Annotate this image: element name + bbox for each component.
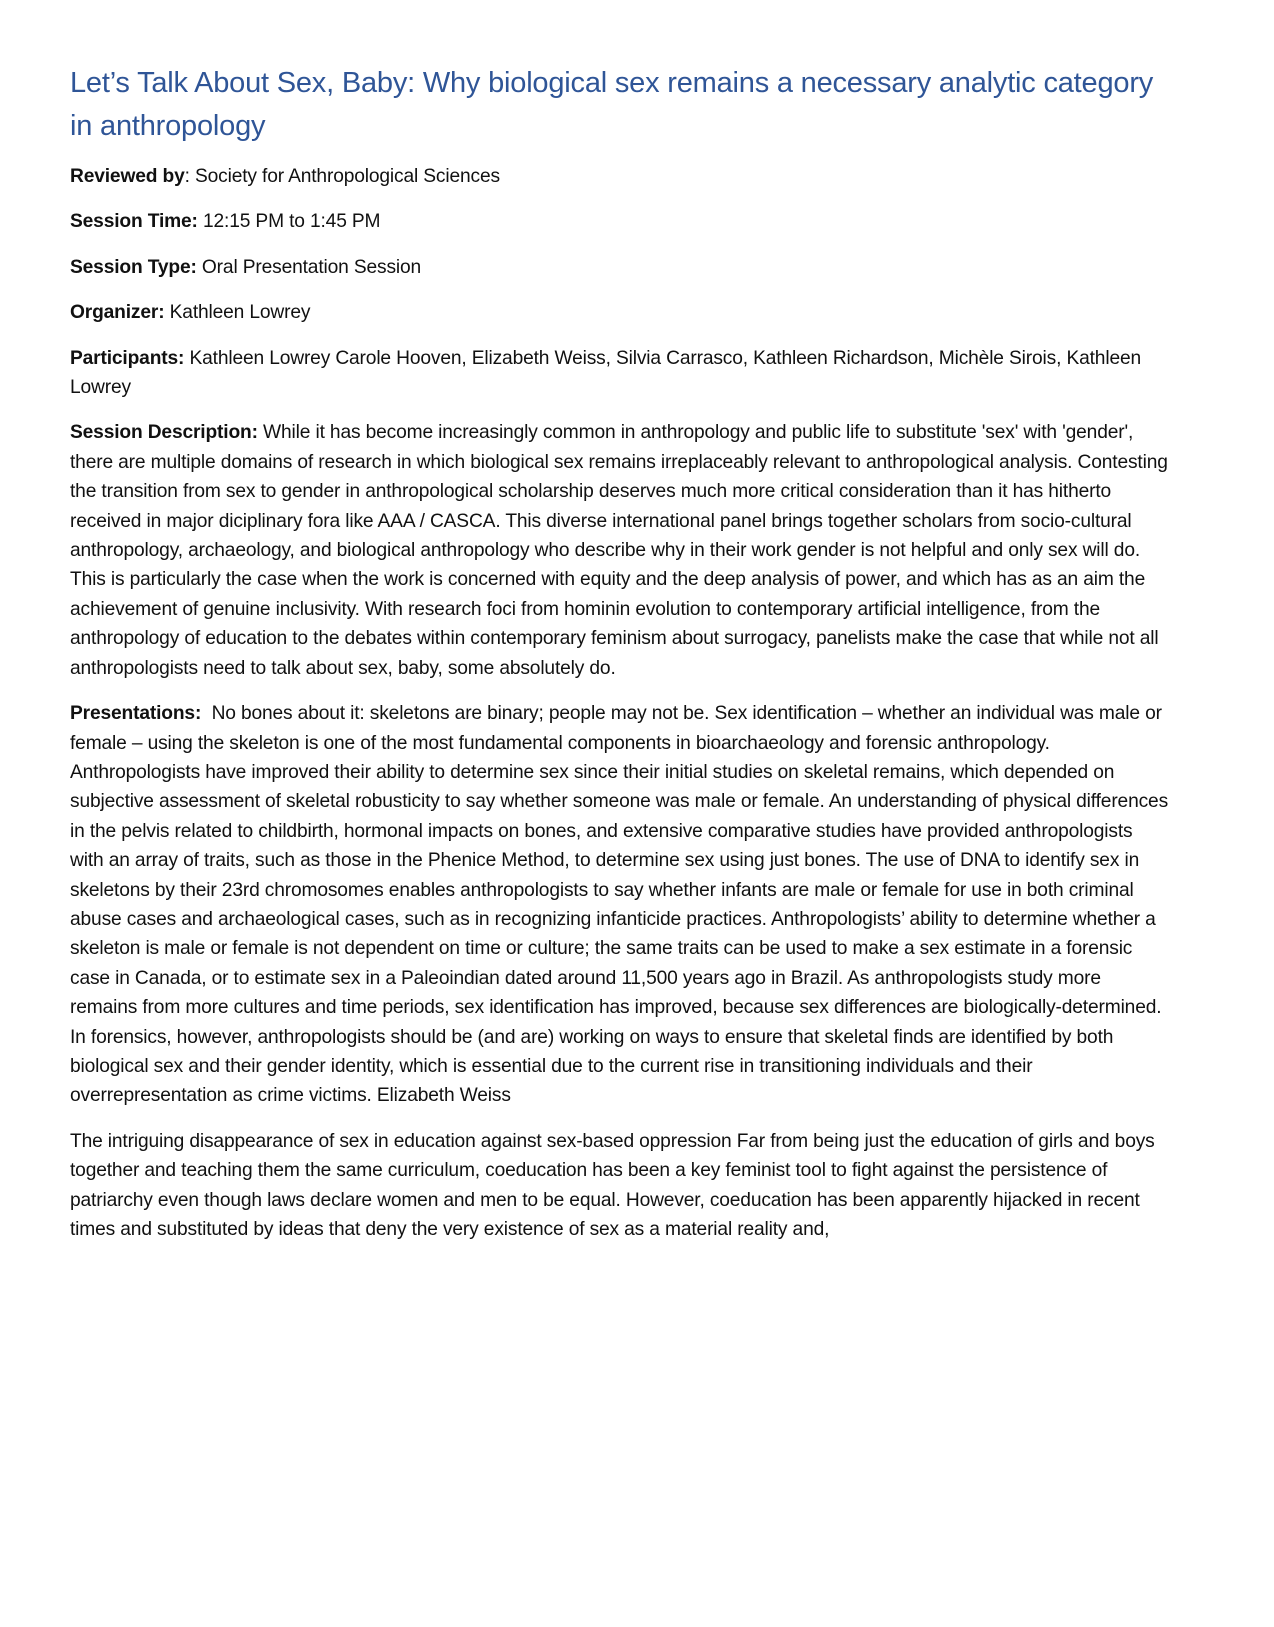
field-label: Organizer: <box>70 302 165 324</box>
session-title: Let’s Talk About Sex, Baby: Why biological sex remains a necessary analytic category in anthropology <box>70 67 1154 142</box>
field-presentations <box>70 699 1170 1111</box>
field-value: 12:15 PM to 1:45 PM <box>202 211 381 233</box>
field-organizer <box>70 298 1170 327</box>
field-label: Session Type: <box>70 256 197 278</box>
field-value: Kathleen Lowrey Carole Hooven, Elizabeth Weiss, Silvia Carrasco, Kathleen Richardson, Michèle Sirois, Kathleen Lowrey <box>70 347 1142 399</box>
field-value: Society for Anthropological Sciences <box>194 166 500 187</box>
field-label: Participants: <box>70 347 185 369</box>
document-page <box>70 62 1170 1260</box>
field-value: Oral Presentation Session <box>201 256 422 278</box>
field-session-type <box>70 253 1170 282</box>
field-session-time <box>70 207 1170 236</box>
field-value: While it has become increasingly common in anthropology and public life to substitute 'sex' with 'gender', there are multiple domains of research in which biological sex remains irreplaceably relevant to anthropological analysis. Contesting the transition from sex to gender in anthropological scholarship deserves much more critical consideration than it has hitherto received in major diciplinary fora like AAA / CASCA. This diverse international panel brings together scholars from socio-cultural anthropology, archaeology, and biological anthropology who describe why in their work gender is not helpful and only sex will do. This is particularly the case when the work is concerned with equity and the deep analysis of power, and which has as an aim the achievement of genuine inclusivity. With research foci from hominin evolution to contemporary artificial intelligence, from the anthropology of education to the debates within contemporary feminism about surrogacy, panelists make the case that while not all anthropologists need to talk about sex, baby, some absolutely do. <box>70 422 1168 679</box>
field-label: Reviewed by <box>70 166 185 187</box>
field-value: Kathleen Lowrey <box>169 302 311 324</box>
field-value: No bones about it: skeletons are binary; people may not be. Sex identification – whether an individual was male or female – using the skeleton is one of the most fundamental components in bioarchaeology and forensic anthropology. Anthropologists have improved their ability to determine sex since their initial studies on skeletal remains, which depended on subjective assessment of skeletal robusticity to say whether someone was male or female. An understanding of physical differences in the pelvis related to childbirth, hormonal impacts on bones, and extensive comparative studies have provided anthropologists with an array of traits, such as those in the Phenice Method, to determine sex using just bones. The use of DNA to identify sex in skeletons by their 23rd chromosomes enables anthropologists to say whether infants are male or female for use in both criminal abuse cases and archaeological cases, such as in recognizing infanticide practices. Anthropologists’ ability to determine whether a skeleton is male or female is not dependent on time or culture; the same traits can be used to make a sex estimate in a forensic case in Canada, or to estimate sex in a Paleoindian dated around 11,500 years ago in Brazil. As anthropologists study more remains from more cultures and time periods, sex identification has improved, because sex differences are biologically-determined. In forensics, however, anthropologists should be (and are) working on ways to ensure that skeletal finds are identified by both biological sex and their gender identity, which is essential due to the current rise in transitioning individuals and their overrepresentation as crime victims. Elizabeth Weiss <box>70 703 1169 1107</box>
field-label: Session Time: <box>70 211 198 233</box>
field-reviewed-by <box>70 162 1170 191</box>
field-separator: : <box>184 166 195 187</box>
field-session-description <box>70 418 1170 683</box>
field-participants <box>70 344 1170 403</box>
field-label: Presentations: <box>70 703 202 725</box>
field-separator <box>201 703 211 724</box>
presentation-paragraph: The intriguing disappearance of sex in education against sex-based oppression Far from being just the education of girls and boys together and teaching them the same curriculum, coeducation has been a key feminist tool to fight against the persistence of patriarchy even though laws declare women and men to be equal. However, coeducation has been apparently hijacked in recent times and substituted by ideas that deny the very existence of sex as a material reality and, <box>70 1130 1155 1240</box>
field-label: Session Description: <box>70 422 258 444</box>
